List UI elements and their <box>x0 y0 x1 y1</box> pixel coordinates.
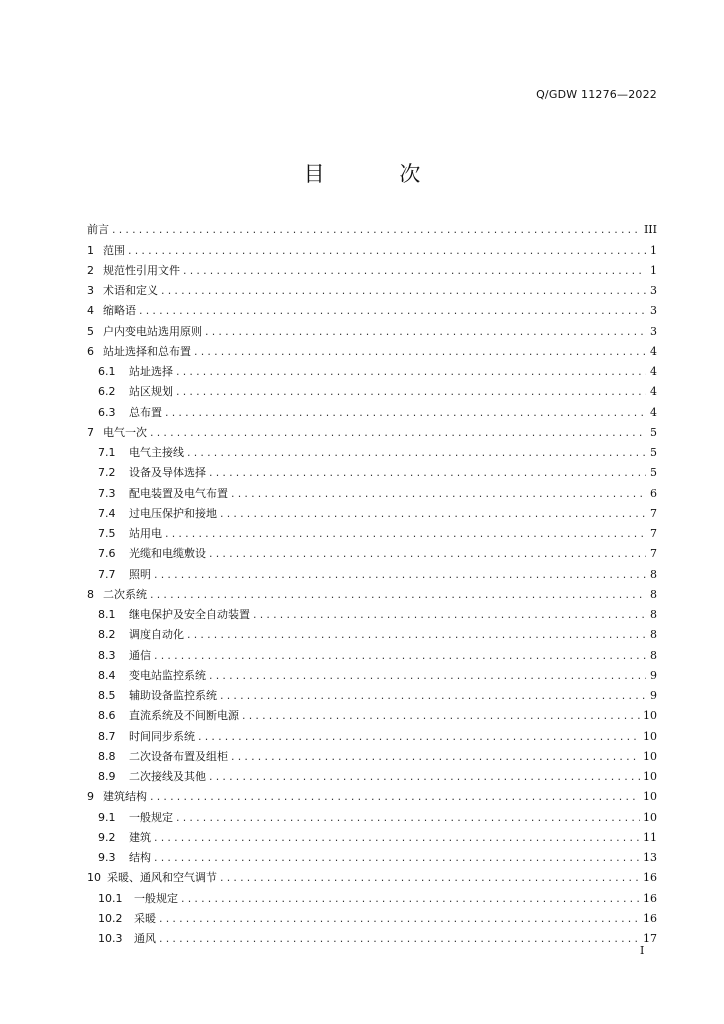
toc-entry-number: 8.6 <box>98 709 116 723</box>
toc-dot-leader <box>181 892 640 906</box>
toc-entry-label: 二次系统 <box>103 587 147 601</box>
toc-entry-label: 光缆和电缆敷设 <box>129 547 206 561</box>
toc-dot-leader <box>128 244 646 258</box>
toc-entry-page: III <box>643 223 657 237</box>
toc-entry[interactable] <box>87 359 657 379</box>
toc-entry-number: 2 <box>87 263 94 277</box>
toc-entry-number: 10.2 <box>98 911 123 925</box>
toc-entry[interactable] <box>87 663 657 683</box>
toc-entry[interactable] <box>87 460 657 480</box>
toc-entry-label: 通信 <box>129 648 151 662</box>
toc-entry-page: 16 <box>643 871 657 885</box>
toc-entry[interactable] <box>87 561 657 581</box>
toc-entry-page: 5 <box>650 425 657 439</box>
toc-dot-leader <box>187 446 646 460</box>
toc-entry-page: 8 <box>650 628 657 642</box>
toc-entry-page: 10 <box>643 709 657 723</box>
toc-entry-page: 10 <box>643 770 657 783</box>
toc-dot-leader <box>198 730 640 744</box>
toc-dot-leader <box>209 669 646 683</box>
toc-entry-page: 4 <box>650 405 657 419</box>
toc-entry-page: 4 <box>650 385 657 399</box>
toc-entry-page: 10 <box>643 729 657 743</box>
toc-entry-label: 采暖、通风和空气调节 <box>107 871 217 885</box>
toc-entry-number: 6 <box>87 344 94 358</box>
toc-entry-page: 6 <box>650 486 657 500</box>
toc-entry-number: 9.3 <box>98 851 116 864</box>
toc-entry-number: 7.6 <box>98 547 116 561</box>
toc-entry-label: 术语和定义 <box>103 284 158 297</box>
toc-entry-label: 时间同步系统 <box>129 729 195 743</box>
toc-entry-page: 7 <box>650 527 657 540</box>
toc-entry-page: 9 <box>650 668 657 682</box>
toc-entry-page: 13 <box>643 851 657 864</box>
toc-entry[interactable] <box>87 420 657 440</box>
toc-entry-label: 调度自动化 <box>129 628 184 642</box>
toc-entry-number: 8.4 <box>98 668 116 682</box>
toc-entry[interactable] <box>87 642 657 662</box>
toc-dot-leader <box>183 264 646 278</box>
toc-entry-page: 8 <box>650 648 657 662</box>
toc-entry-number: 8.3 <box>98 648 116 662</box>
toc-entry-number: 3 <box>87 284 94 297</box>
toc-entry-label: 建筑结构 <box>103 790 147 804</box>
toc-entry[interactable] <box>87 582 657 602</box>
toc-entry[interactable] <box>87 339 657 359</box>
toc-entry-number: 10.1 <box>98 891 123 905</box>
toc-dot-leader <box>159 912 640 926</box>
toc-entry-number: 8.7 <box>98 729 116 743</box>
toc-entry-number: 9 <box>87 790 94 804</box>
toc-entry-number: 5 <box>87 324 94 338</box>
toc-entry-label: 一般规定 <box>134 891 178 905</box>
toc-entry-number: 8 <box>87 587 94 601</box>
toc-entry-page: 1 <box>650 243 657 257</box>
toc-dot-leader <box>161 284 646 298</box>
toc-entry-label: 过电压保护和接地 <box>129 506 217 520</box>
toc-entry-page: 8 <box>650 567 657 581</box>
toc-entry-page: 1 <box>650 263 657 277</box>
toc-entry-label: 设备及导体选择 <box>129 466 206 480</box>
toc-dot-leader <box>253 608 646 622</box>
toc-entry-page: 7 <box>650 547 657 561</box>
toc-entry[interactable] <box>87 865 657 885</box>
toc-dot-leader <box>150 588 646 602</box>
toc-entry-label: 通风 <box>134 932 156 945</box>
toc-entry-number: 7.5 <box>98 527 116 540</box>
toc-entry-label: 结构 <box>129 851 151 864</box>
toc-entry[interactable] <box>87 845 657 865</box>
toc-entry[interactable] <box>87 379 657 399</box>
toc-entry[interactable] <box>87 703 657 723</box>
toc-entry-number: 6.2 <box>98 385 116 399</box>
toc-dot-leader <box>165 406 646 420</box>
toc-entry[interactable] <box>87 298 657 318</box>
toc-entry[interactable] <box>87 622 657 642</box>
toc-entry[interactable] <box>87 318 657 338</box>
toc-entry-label: 范围 <box>103 243 125 257</box>
toc-dot-leader <box>220 689 646 703</box>
page-title: 目 次 <box>303 162 455 186</box>
toc-entry[interactable] <box>87 440 657 460</box>
toc-entry-label: 辅助设备监控系统 <box>129 689 217 702</box>
toc-entry[interactable] <box>87 217 657 237</box>
toc-entry-label: 二次设备布置及组柜 <box>129 749 228 763</box>
toc-entry[interactable] <box>87 723 657 743</box>
toc-entry[interactable] <box>87 399 657 419</box>
toc-entry-number: 7.7 <box>98 567 116 581</box>
toc-entry-number: 7.3 <box>98 486 116 500</box>
toc-entry-page: 11 <box>643 830 657 844</box>
toc-entry-number: 7.2 <box>98 466 116 480</box>
toc-entry-number: 7 <box>87 425 94 439</box>
toc-dot-leader <box>154 649 646 663</box>
toc-entry-page: 16 <box>643 911 657 925</box>
toc-entry-number: 9.1 <box>98 810 116 824</box>
toc-entry-page: 10 <box>643 810 657 824</box>
toc-dot-leader <box>220 507 646 521</box>
toc-entry[interactable] <box>87 906 657 926</box>
toc-entry-number: 8.9 <box>98 770 116 783</box>
toc-entry-label: 前言 <box>87 223 109 237</box>
toc-dot-leader <box>209 466 646 480</box>
toc-dot-leader <box>209 770 640 784</box>
toc-entry[interactable] <box>87 926 657 946</box>
toc-dot-leader <box>187 628 646 642</box>
toc-dot-leader <box>220 871 640 885</box>
toc-entry[interactable] <box>87 258 657 278</box>
toc-entry-page: 5 <box>650 446 657 459</box>
toc-entry-number: 8.1 <box>98 608 116 621</box>
toc-dot-leader <box>150 426 646 440</box>
toc-entry-number: 6.1 <box>98 365 116 378</box>
toc-dot-leader <box>194 345 646 359</box>
toc-entry-label: 电气主接线 <box>129 446 184 459</box>
toc-entry-label: 站区规划 <box>129 385 173 399</box>
toc-entry-page: 8 <box>650 587 657 601</box>
toc-dot-leader <box>231 487 646 501</box>
toc-entry-page: 3 <box>650 324 657 338</box>
toc-entry-page: 7 <box>650 506 657 520</box>
toc-entry[interactable] <box>87 683 657 703</box>
toc-entry-number: 1 <box>87 243 94 257</box>
toc-dot-leader <box>154 851 640 865</box>
toc-entry-label: 站址选择 <box>129 365 173 378</box>
toc-entry[interactable] <box>87 885 657 905</box>
toc-entry[interactable] <box>87 480 657 500</box>
toc-entry-label: 二次接线及其他 <box>129 770 206 783</box>
toc-entry[interactable] <box>87 602 657 622</box>
toc-entry-page: 4 <box>650 365 657 378</box>
page-number: I <box>640 944 645 957</box>
toc-dot-leader <box>112 223 641 237</box>
toc-dot-leader <box>154 568 646 582</box>
toc-entry-label: 一般规定 <box>129 810 173 824</box>
toc-entry-label: 直流系统及不间断电源 <box>129 709 239 723</box>
toc-entry-number: 8.5 <box>98 689 116 702</box>
toc-dot-leader <box>176 385 646 399</box>
table-of-contents <box>87 217 657 946</box>
toc-dot-leader <box>176 365 646 379</box>
toc-entry-page: 3 <box>650 304 657 318</box>
toc-entry-page: 9 <box>650 689 657 702</box>
toc-dot-leader <box>150 790 640 804</box>
toc-entry-label: 站用电 <box>129 527 162 540</box>
toc-entry-page: 5 <box>650 466 657 480</box>
toc-entry-label: 继电保护及安全自动装置 <box>129 608 250 621</box>
standard-code: Q/GDW 11276—2022 <box>536 88 657 101</box>
toc-entry[interactable] <box>87 825 657 845</box>
toc-dot-leader <box>231 750 640 764</box>
toc-dot-leader <box>242 709 640 723</box>
toc-entry-label: 电气一次 <box>103 425 147 439</box>
toc-dot-leader <box>159 932 640 946</box>
toc-entry-number: 6.3 <box>98 405 116 419</box>
toc-entry-label: 照明 <box>129 567 151 581</box>
toc-entry-number: 8.8 <box>98 749 116 763</box>
toc-entry[interactable] <box>87 501 657 521</box>
toc-entry-page: 4 <box>650 344 657 358</box>
toc-entry-number: 10 <box>87 871 101 885</box>
toc-dot-leader <box>165 527 646 541</box>
toc-entry-label: 总布置 <box>129 405 162 419</box>
toc-entry[interactable] <box>87 764 657 784</box>
toc-entry-label: 采暖 <box>134 911 156 925</box>
toc-entry-page: 10 <box>643 749 657 763</box>
toc-entry[interactable] <box>87 237 657 257</box>
toc-entry-page: 10 <box>643 790 657 804</box>
toc-entry[interactable] <box>87 521 657 541</box>
toc-entry-label: 规范性引用文件 <box>103 263 180 277</box>
toc-entry-number: 7.1 <box>98 446 116 459</box>
toc-entry-label: 缩略语 <box>103 304 136 318</box>
toc-entry-label: 变电站监控系统 <box>129 668 206 682</box>
toc-entry-label: 配电装置及电气布置 <box>129 486 228 500</box>
toc-dot-leader <box>209 547 646 561</box>
toc-entry-page: 8 <box>650 608 657 621</box>
toc-dot-leader <box>139 304 646 318</box>
toc-dot-leader <box>154 831 640 845</box>
toc-entry-number: 4 <box>87 304 94 318</box>
toc-entry-label: 建筑 <box>129 830 151 844</box>
toc-entry[interactable] <box>87 744 657 764</box>
toc-entry-number: 7.4 <box>98 506 116 520</box>
toc-entry[interactable] <box>87 804 657 824</box>
toc-entry-page: 17 <box>643 932 657 945</box>
toc-entry-label: 户内变电站选用原则 <box>103 324 202 338</box>
toc-dot-leader <box>205 325 646 339</box>
toc-entry-number: 9.2 <box>98 830 116 844</box>
toc-dot-leader <box>176 811 640 825</box>
toc-entry[interactable] <box>87 541 657 561</box>
toc-entry[interactable] <box>87 278 657 298</box>
toc-entry-label: 站址选择和总布置 <box>103 344 191 358</box>
toc-entry[interactable] <box>87 784 657 804</box>
toc-entry-page: 16 <box>643 891 657 905</box>
toc-entry-number: 10.3 <box>98 932 123 945</box>
toc-entry-number: 8.2 <box>98 628 116 642</box>
toc-entry-page: 3 <box>650 284 657 297</box>
